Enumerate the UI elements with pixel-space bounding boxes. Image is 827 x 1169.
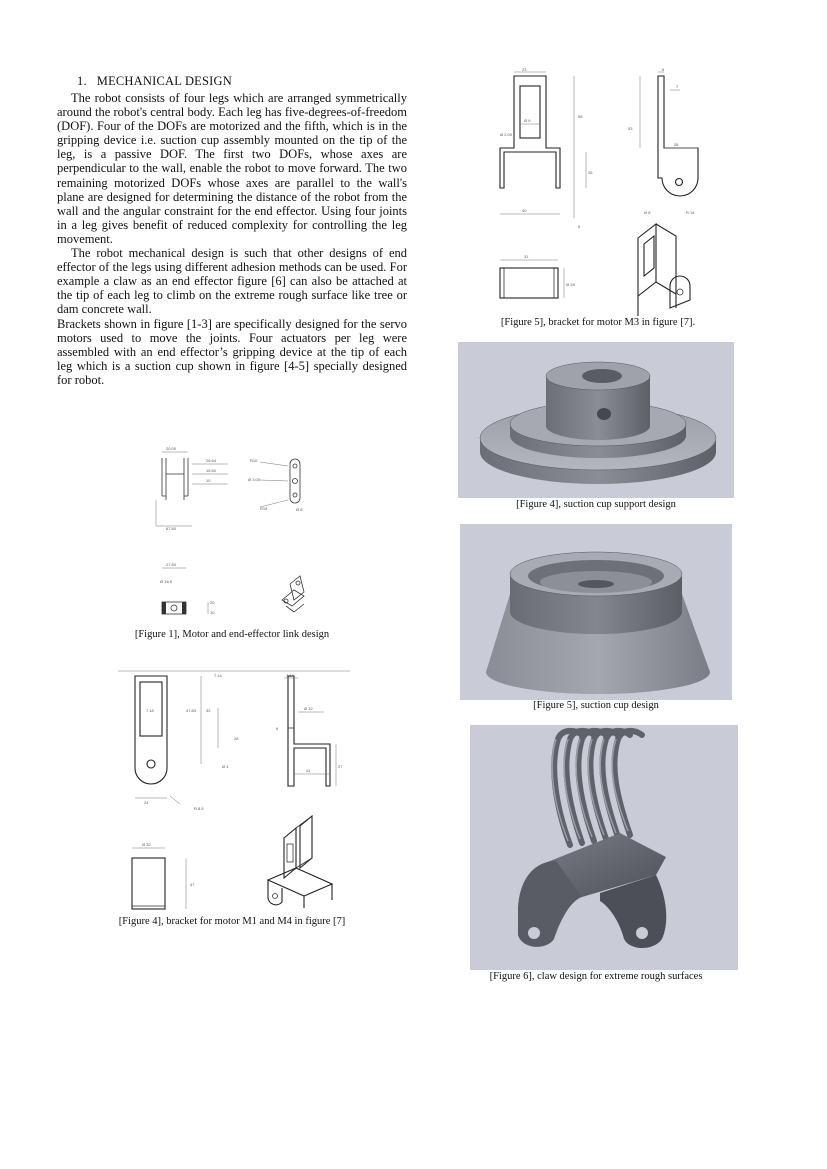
fig4a-label-k: 41	[306, 768, 311, 773]
left-text-column	[57, 74, 407, 387]
fig5a-label-b: Ø 9	[524, 118, 531, 123]
fig1-label-f: R10	[250, 458, 258, 463]
fig4a-front-view	[135, 673, 239, 811]
figure-5-suction-cup-render	[460, 524, 732, 700]
fig5a-label-n: 31	[524, 254, 529, 259]
fig5a-label-c: Ø 2.00	[500, 132, 513, 137]
fig5a-front-view	[500, 68, 593, 229]
paragraph-3: Brackets shown in figure [1-3] are specifically designed for the servo motors used to move the joints. Four actuators per leg were assembled with an end effector’s gripping device at the tip of each leg which is a suction cup shown in figure [4-5] specially designed for robot.	[57, 316, 407, 387]
fig1-side-view	[248, 458, 303, 512]
fig5a-label-h: 5	[662, 68, 665, 72]
fig1-label-i: R15	[260, 506, 268, 511]
fig4a-label-b: 7.18	[146, 708, 154, 713]
fig1-label-l: 20	[210, 600, 215, 605]
fig5a-label-g: 5	[578, 224, 581, 229]
fig4a-label-a: 7.14	[214, 673, 222, 678]
fig5a-label-o: Ø 28	[566, 282, 575, 287]
fig4a-label-e: 28	[234, 736, 239, 741]
fig1-label-e: 67.60	[166, 526, 177, 531]
fig4a-label-m: 6	[276, 726, 279, 731]
fig4a-label-c: 32	[206, 708, 211, 713]
fig4a-label-g: 24	[144, 800, 149, 805]
fig1-label-c: 15.60	[206, 468, 217, 473]
fig5a-label-k: 28	[674, 142, 679, 147]
figure-4-suction-support-render	[458, 342, 734, 498]
fig5a-label-d: 58	[578, 114, 583, 119]
section-heading: 1. MECHANICAL DESIGN	[77, 74, 232, 88]
figure-6-claw-render	[470, 725, 738, 970]
fig5a-label-e: 25	[588, 170, 593, 175]
figure-4-bracket-caption: [Figure 4], bracket for motor M1 and M4 in figure [7]	[118, 916, 346, 927]
paragraph-1: The robot consists of four legs which are arranged symmetrically around the robot's central body. Each leg has five-degrees-of-freedom (DOF). Four of the DOFs are motorized and the fifth, which is in the gripping device i.e. suction cup assembly mounted on the tip of the leg, is a passive DOF. The first two DOFs, whose axes are perpendicular to the wall, enable the robot to move forward. The two remaining motorized DOFs whose axes are parallel to the wall's plane are designed for determining the distance of the robot from the wall and the angular constraint for the end effector. Using four joints in a leg gives benefit of reduced complexity for controlling the leg movement.	[57, 91, 407, 246]
fig4a-iso-view	[268, 816, 332, 908]
fig4a-label-j: Ø 32	[304, 706, 313, 711]
paragraph-2: The robot mechanical design is such that other designs of end effector of the legs using different adhesion methods can be used. For example a claw as an end effector figure [6] can also be attached at the tip of each leg to climb on the extreme rough surface like tree or dam concrete wall.	[57, 246, 407, 317]
fig5a-label-a: 23	[522, 68, 527, 72]
fig1-iso-view	[282, 576, 304, 612]
figure-1-caption: [Figure 1], Motor and end-effector link design	[134, 629, 330, 640]
figure-4-suction-support-caption: [Figure 4], suction cup support design	[516, 499, 676, 510]
fig4a-label-l: 27	[338, 764, 343, 769]
fig1-label-j: 27.60	[166, 562, 177, 567]
fig1-label-b: 26.64	[206, 458, 217, 463]
fig1-label-a: 20.00	[166, 446, 177, 451]
fig1-front-view	[156, 446, 228, 531]
fig5a-label-j: 53	[628, 126, 633, 131]
fig4a-label-d: 47.83	[186, 708, 197, 713]
figure-6-claw-caption: [Figure 6], claw design for extreme rough surfaces	[489, 971, 703, 982]
fig1-top-view	[160, 562, 215, 615]
figure-5-suction-cup-caption: [Figure 5], suction cup design	[533, 700, 659, 711]
fig4a-label-i: 7.14	[286, 673, 294, 678]
fig4a-side-view	[276, 673, 343, 786]
fig4a-label-n: Ø 32	[142, 842, 151, 847]
fig5a-iso-view	[638, 224, 690, 316]
fig5a-side-view	[628, 68, 698, 215]
fig1-label-g: Ø 3.00	[248, 477, 261, 482]
fig1-label-h: Ø 8	[296, 507, 303, 512]
fig5a-label-i: 7	[676, 84, 679, 89]
fig5a-label-f: 40	[522, 208, 527, 213]
fig1-label-m: 10	[210, 610, 215, 615]
figure-4-bracket-drawing	[118, 668, 358, 918]
figure-1-drawing	[148, 444, 348, 624]
fig4a-label-o: 47	[190, 882, 195, 887]
fig1-label-d: 10	[206, 478, 211, 483]
fig1-label-k: Ø 16.5	[160, 579, 173, 584]
fig4a-label-h: R 8.5	[194, 806, 204, 811]
fig4a-label-f: Ø 4	[222, 764, 229, 769]
fig4a-top-view	[132, 842, 195, 909]
fig5a-top-view	[500, 254, 575, 298]
figure-5-bracket-drawing	[480, 68, 720, 318]
figure-5-bracket-caption: [Figure 5], bracket for motor M3 in figure [7].	[500, 317, 696, 328]
fig5a-label-l: Ø 6	[644, 210, 651, 215]
fig5a-label-m: R 14	[686, 210, 695, 215]
